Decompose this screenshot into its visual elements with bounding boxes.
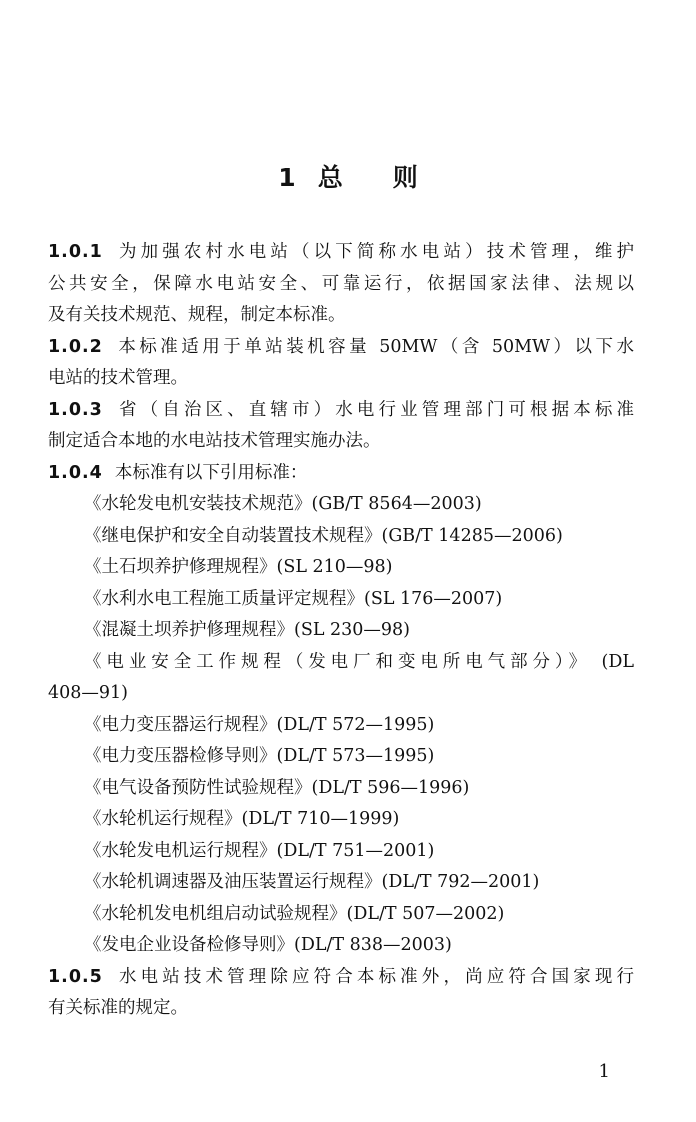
clause-number: 1.0.3 — [48, 399, 103, 420]
clause-number: 1.0.1 — [48, 242, 103, 262]
clause-1-0-1-line-3: 及有关技术规范、规程，制定本标准。 — [48, 305, 346, 325]
chapter-title-char-2: 则 — [392, 163, 418, 192]
reference-item: 《继电保护和安全自动装置技术规程》(GB/T 14285—2006) — [84, 525, 563, 546]
document-body — [48, 237, 634, 1025]
clause-text: 本标准适用于单站装机容量 50MW（含 50MW）以下水 — [114, 336, 634, 357]
clause-1-0-2-line-2: 电站的技术管理。 — [48, 368, 188, 388]
reference-item: 《水轮发电机运行规程》(DL/T 751—2001) — [84, 840, 435, 861]
clause-number: 1.0.4 — [48, 462, 103, 483]
page-number: 1 — [598, 1061, 610, 1082]
clause-number: 1.0.5 — [48, 966, 103, 987]
chapter-title-char-1: 总 — [317, 163, 343, 192]
reference-item: 《水轮机调速器及油压装置运行规程》(DL/T 792—2001) — [84, 872, 540, 892]
clause-1-0-1-line-1 — [48, 237, 634, 269]
clause-1-0-2-line-1 — [48, 332, 634, 364]
reference-item: 《电气设备预防性试验规程》(DL/T 596—1996) — [84, 777, 470, 798]
clause-1-0-3-line-1 — [48, 395, 634, 427]
reference-item: 《电业安全工作规程（发电厂和变电所电气部分）》 (DL — [84, 651, 634, 672]
reference-item: 《水轮发电机安装技术规范》(GB/T 8564—2003) — [84, 494, 482, 514]
reference-item: 《水轮机发电机组启动试验规程》(DL/T 507—2002) — [84, 903, 505, 924]
clause-text: 省（自治区、直辖市）水电行业管理部门可根据本标准 — [114, 399, 634, 420]
clause-1-0-4-line-1 — [48, 458, 634, 490]
reference-item: 《电力变压器检修导则》(DL/T 573—1995) — [84, 746, 435, 766]
reference-item-continuation: 408—91) — [48, 683, 128, 703]
clause-text: 为加强农村水电站（以下简称水电站）技术管理，维护 — [114, 242, 634, 262]
reference-item: 《土石坝养护修理规程》(SL 210—98) — [84, 557, 393, 577]
clause-text: 水电站技术管理除应符合本标准外，尚应符合国家现行 — [114, 966, 634, 987]
chapter-number: 1 — [278, 163, 296, 192]
reference-item: 《水利水电工程施工质量评定规程》(SL 176—2007) — [84, 588, 503, 609]
chapter-title — [0, 158, 696, 194]
clause-text: 本标准有以下引用标准： — [114, 462, 308, 483]
clause-1-0-1-line-2: 公共安全，保障水电站安全、可靠运行，依据国家法律、法规以 — [48, 273, 634, 294]
clause-number: 1.0.2 — [48, 336, 103, 357]
reference-item: 《水轮机运行规程》(DL/T 710—1999) — [84, 809, 400, 829]
clause-1-0-5-line-2: 有关标准的规定。 — [48, 998, 188, 1018]
clause-1-0-3-line-2: 制定适合本地的水电站技术管理实施办法。 — [48, 431, 381, 451]
reference-item: 《混凝土坝养护修理规程》(SL 230—98) — [84, 620, 410, 640]
reference-item: 《发电企业设备检修导则》(DL/T 838—2003) — [84, 935, 452, 955]
reference-item: 《电力变压器运行规程》(DL/T 572—1995) — [84, 714, 435, 735]
clause-1-0-5-line-1 — [48, 962, 634, 994]
